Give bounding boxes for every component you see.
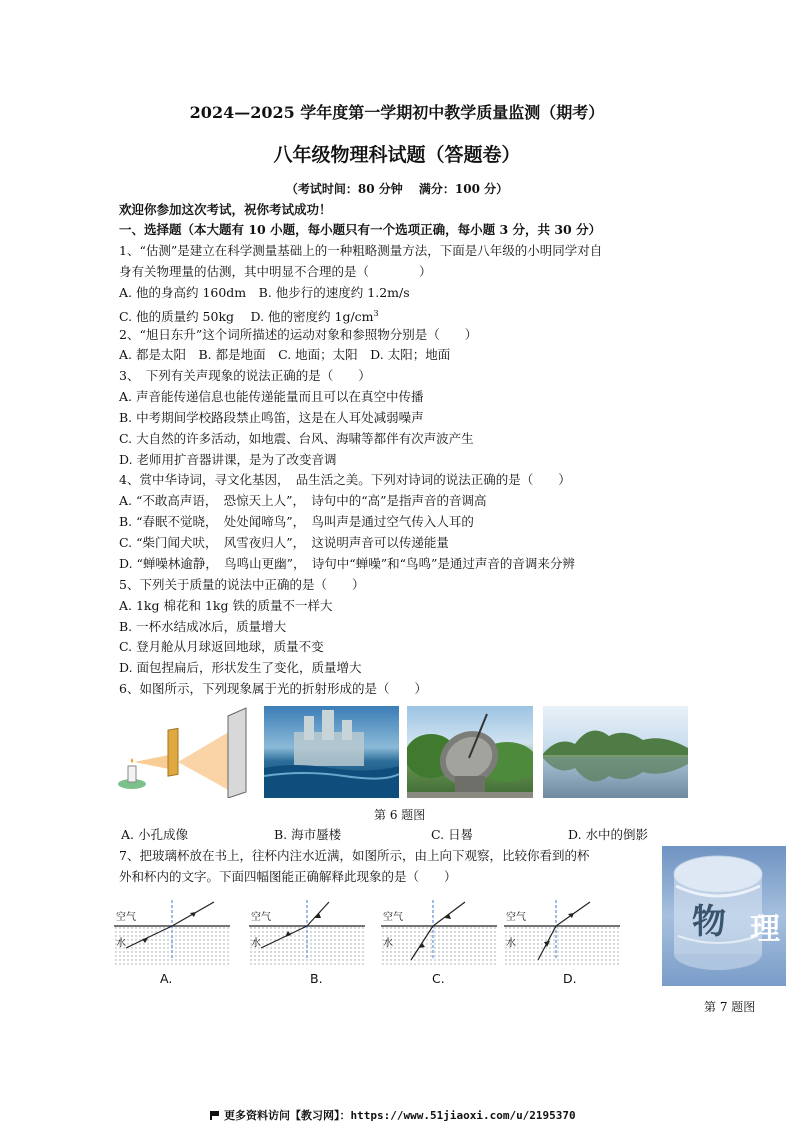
q5-option-b: B. 一杯水结成冰后，质量增大 — [119, 619, 287, 634]
q7-a-water-label: 水 — [116, 938, 126, 949]
q1-options-ab: A. 他的身高约 160dm B. 他步行的速度约 1.2m/s — [119, 285, 410, 300]
exam-title: 2024—2025 学年度第一学期初中教学质量监测（期考） — [189, 103, 605, 122]
footer-text[interactable]: 更多资料访问【教习网】：https://www.51jiaoxi.com/u/2195370 — [224, 1109, 576, 1122]
q5-stem: 5、下列关于质量的说法中正确的是（ ） — [119, 577, 365, 592]
footer-link[interactable] — [210, 1107, 576, 1123]
q7-a-air-label: 空气 — [116, 912, 136, 923]
q7-stem-line1: 7、把玻璃杯放在书上，往杯内注水近满，如图所示，由上向下观察，比较你看到的杯 — [119, 848, 590, 863]
q7-d-air-label: 空气 — [506, 912, 526, 923]
q1-superscript: 3 — [373, 309, 379, 318]
q7-diagram-a — [114, 898, 230, 966]
q7-diagram-label-d: D. — [563, 971, 577, 986]
q7-diagram-d — [504, 898, 620, 966]
q7-diagram-b — [249, 898, 365, 966]
q6-figure-mirage — [264, 706, 399, 798]
q7-c-water-label: 水 — [383, 938, 393, 949]
q7-diagram-label-b: B. — [310, 971, 323, 986]
q4-stem: 4、赏中华诗词，寻文化基因， 品生活之美。下列对诗词的说法正确的是（ ） — [119, 472, 571, 487]
q7-d-water-label: 水 — [506, 938, 516, 949]
q6-stem: 6、如图所示，下列现象属于光的折射形成的是（ ） — [119, 681, 427, 696]
paper-subtitle: 八年级物理科试题（答题卷） — [273, 144, 521, 166]
q7-stem-line2: 外和杯内的文字。下面四幅图能正确解释此现象的是（ ） — [119, 869, 457, 884]
exam-info: （考试时间：80 分钟 满分：100 分） — [285, 182, 509, 196]
q6-figure-reflection — [543, 706, 688, 798]
q4-option-d: D. “蝉噪林逾静， 鸟鸣山更幽”， 诗句中“蝉噪”和“鸟鸣”是通过声音的音调来分辨 — [119, 556, 575, 571]
q6-option-a: A. 小孔成像 — [121, 827, 188, 842]
q2-stem: 2、“旭日东升”这个词所描述的运动对象和参照物分别是（ ） — [119, 327, 478, 342]
q1-options-cd-text: C. 他的质量约 50kg D. 他的密度约 1g/cm — [119, 309, 374, 325]
q4-option-b: B. “春眠不觉晓， 处处闻啼鸟”， 鸟叫声是通过空气传入人耳的 — [119, 514, 474, 529]
q6-option-d: D. 水中的倒影 — [568, 827, 649, 842]
q6-figure-sundial — [407, 706, 533, 798]
flag-icon — [210, 1111, 220, 1120]
q7-caption: 第 7 题图 — [704, 1000, 756, 1014]
q1-stem-line2: 身有关物理量的估测，其中明显不合理的是（ ） — [119, 264, 432, 279]
section-heading: 一、选择题（本大题有 10 小题，每小题只有一个选项正确，每小题 3 分，共 30 分） — [119, 222, 602, 237]
q6-option-b: B. 海市蜃楼 — [274, 827, 342, 842]
q7-diagram-label-c: C. — [432, 971, 445, 986]
q5-option-d: D. 面包捏扁后，形状发生了变化，质量增大 — [119, 660, 362, 675]
q1-stem-line1: 1、“估测”是建立在科学测量基础上的一种粗略测量方法，下面是八年级的小明同学对自 — [119, 243, 603, 258]
q7-diagram-label-a: A. — [160, 971, 173, 986]
q3-stem: 3、 下列有关声现象的说法正确的是（ ） — [119, 368, 371, 383]
q7-c-air-label: 空气 — [383, 912, 403, 923]
q3-option-a: A. 声音能传递信息也能传递能量而且可以在真空中传播 — [119, 389, 424, 404]
q6-figure-pinhole — [112, 706, 255, 798]
q6-caption: 第 6 题图 — [374, 808, 426, 822]
q7-b-water-label: 水 — [251, 938, 261, 949]
q5-option-c: C. 登月舱从月球返回地球，质量不变 — [119, 639, 324, 654]
q4-option-a: A. “不敢高声语， 恐惊天上人”， 诗句中的“高”是指声音的音调高 — [119, 493, 487, 508]
q5-option-a: A. 1kg 棉花和 1kg 铁的质量不一样大 — [119, 598, 333, 613]
q7-figure-glass-photo — [662, 846, 786, 986]
q6-option-c: C. 日晷 — [431, 827, 474, 842]
q7-photo-char-wu: 物 — [692, 902, 726, 942]
q3-option-d: D. 老师用扩音器讲课，是为了改变音调 — [119, 452, 337, 467]
q3-option-b: B. 中考期间学校路段禁止鸣笛，这是在人耳处减弱噪声 — [119, 410, 424, 425]
q1-options-cd — [119, 305, 379, 326]
q3-option-c: C. 大自然的许多活动，如地震、台风、海啸等都伴有次声波产生 — [119, 431, 474, 446]
q4-option-c: C. “柴门闻犬吠， 风雪夜归人”， 这说明声音可以传递能量 — [119, 535, 449, 550]
q7-photo-char-li: 理 — [750, 912, 780, 947]
q7-b-air-label: 空气 — [251, 912, 271, 923]
greeting: 欢迎你参加这次考试，祝你考试成功！ — [119, 202, 332, 217]
q2-options: A. 都是太阳 B. 都是地面 C. 地面；太阳 D. 太阳；地面 — [119, 347, 451, 362]
q7-diagram-c — [381, 898, 497, 966]
